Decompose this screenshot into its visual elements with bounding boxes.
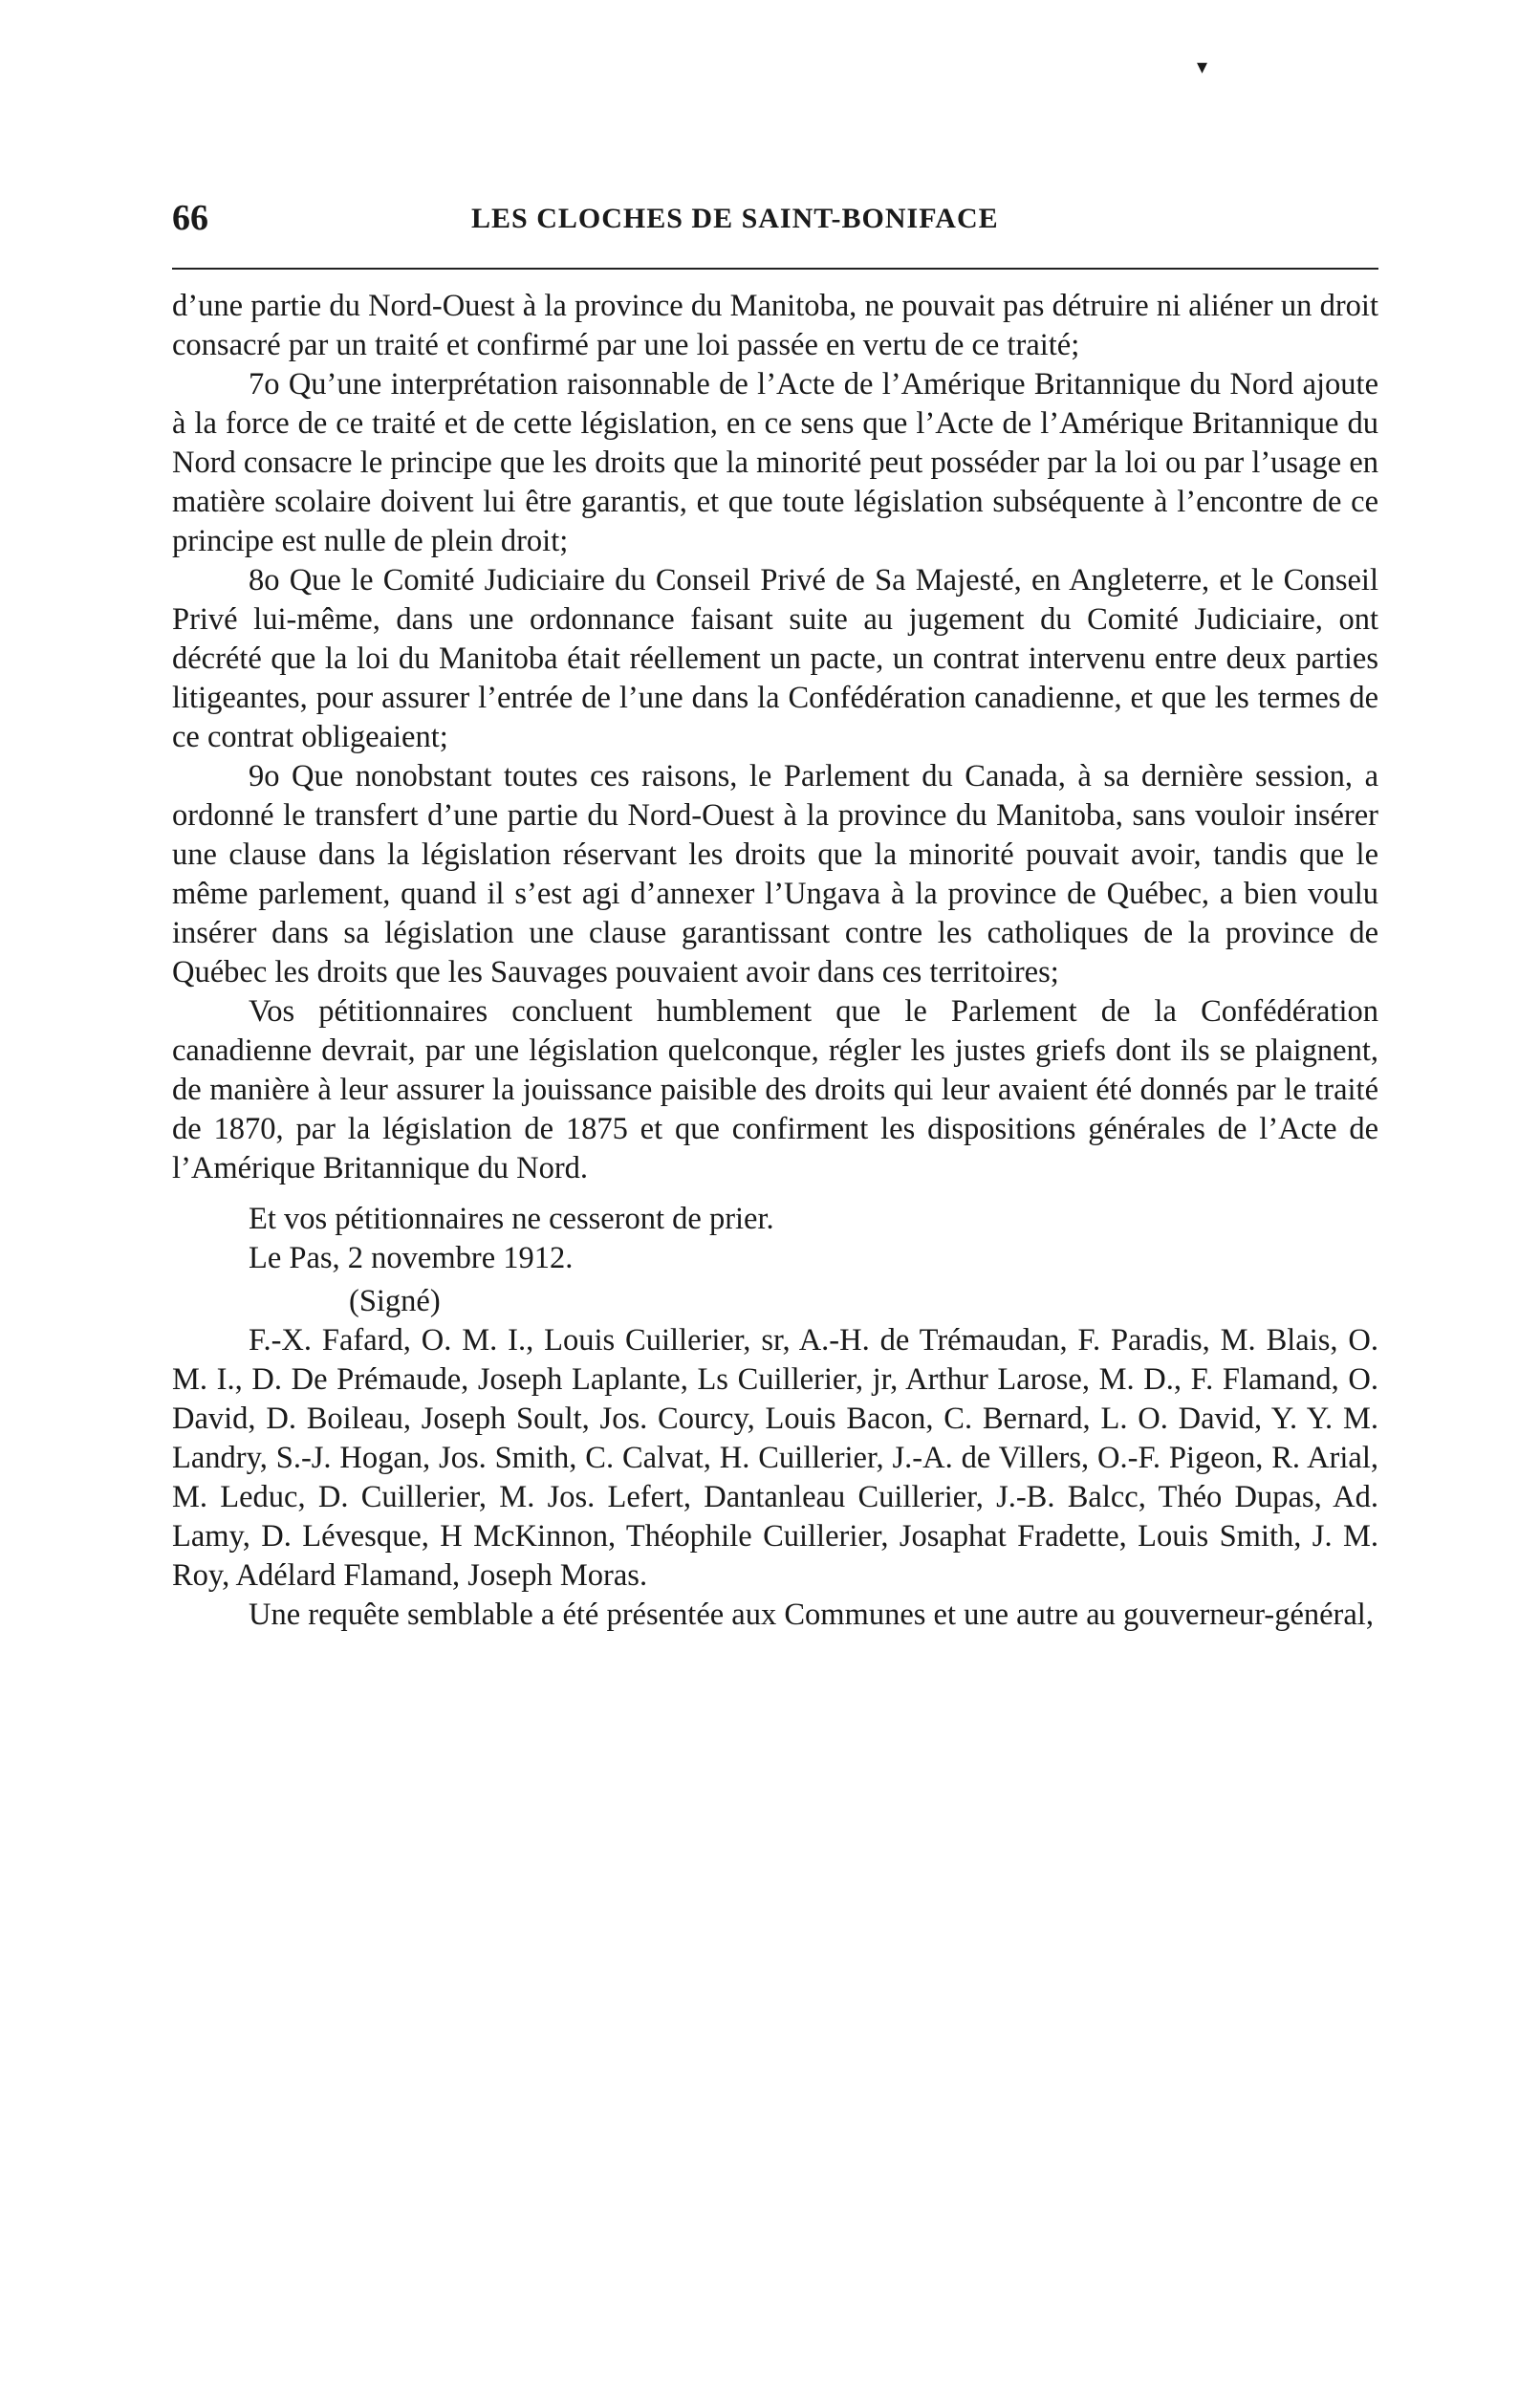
paragraph-item-8: 8o Que le Comité Judiciaire du Conseil Privé de Sa Majesté, en Angleterre, et le Conseil Privé lui-même, dans une ordonnance faisant suite au jugement du Comité Judiciaire, ont décrété que la loi du Manitoba était réellement un pacte, un contrat intervenu entre deux parties litigeantes, pour assurer l’entrée de l’une dans la Confédération canadienne, et que les termes de ce contrat obligeaient; (172, 563, 1378, 754)
place-date: Le Pas, 2 novembre 1912. (249, 1241, 574, 1275)
paragraph-continuation: d’une partie du Nord-Ouest à la province du Manitoba, ne pouvait pas détruire ni aliéner un droit consacré par un traité et confirmé par une loi passée en vertu de ce traité; (172, 289, 1378, 362)
body-text (172, 287, 1378, 1635)
signed-label: (Signé) (349, 1284, 441, 1318)
paragraph-conclusion: Vos pétitionnaires concluent humblement que le Parlement de la Confédération canadienne devrait, par une législation quelconque, régler les justes griefs dont ils se plaignent, de manière à leur assurer la jouissance paisible des droits qui leur avaient été donnés par le traité de 1870, par la législation de 1875 et que confirment les dispositions générales de l’Acte de l’Amérique Britannique du Nord. (172, 994, 1378, 1185)
page-header (172, 191, 1378, 249)
closing-prayer: Et vos pétitionnaires ne cesseront de prier. (249, 1202, 774, 1236)
paragraph-item-7: 7o Qu’une interprétation raisonnable de l’Acte de l’Amérique Britannique du Nord ajoute à la force de ce traité et de cette législation, en ce sens que l’Acte de l’Amérique Britannique du Nord consacre le principe que les droits que la minorité peut posséder par la loi ou par l’usage en matière scolaire doivent lui être garantis, et que toute législation subséquente à l’encontre de ce principe est nulle de plein droit; (172, 367, 1378, 558)
paragraph-item-9: 9o Que nonobstant toutes ces raisons, le Parlement du Canada, à sa dernière session, a ordonné le transfert d’une partie du Nord-Ouest à la province du Manitoba, sans vouloir insérer une clause dans la législation réservant les droits que la minorité pouvait avoir, tandis que le même parlement, quand il s’est agi d’annexer l’Ungava à la province de Québec, a bien voulu insérer dans sa législation une clause garantissant contre les catholiques de la province de Québec les droits que les Sauvages pouvaient avoir dans ces territoires; (172, 759, 1378, 989)
signatories-list: F.-X. Fafard, O. M. I., Louis Cuillerier, sr, A.-H. de Trémaudan, F. Paradis, M. Blais, O. M. I., D. De Prémaude, Joseph Laplante, Ls Cuillerier, jr, Arthur Larose, M. D., F. Flamand, O. David, D. Boileau, Joseph Soult, Jos. Courcy, Louis Bacon, C. Bernard, L. O. David, Y. Y. M. Landry, S.-J. Hogan, Jos. Smith, C. Calvat, H. Cuillerier, J.-A. de Villers, O.-F. Pigeon, R. Arial, M. Leduc, D. Cuillerier, M. Jos. Lefert, Dantanleau Cuillerier, J.-B. Balcc, Théo Dupas, Ad. Lamy, D. Lévesque, H McKinnon, Théophile Cuillerier, Josaphat Fradette, Louis Smith, J. M. Roy, Adélard Flamand, Joseph Moras. (172, 1323, 1378, 1593)
final-note: Une requête semblable a été présentée aux Communes et une autre au gouverneur-général, (249, 1598, 1374, 1632)
page-number: 66 (172, 198, 208, 238)
header-rule (172, 268, 1378, 270)
corner-mark: ▾ (1197, 55, 1208, 79)
running-title: LES CLOCHES DE SAINT-BONIFACE (471, 203, 999, 234)
